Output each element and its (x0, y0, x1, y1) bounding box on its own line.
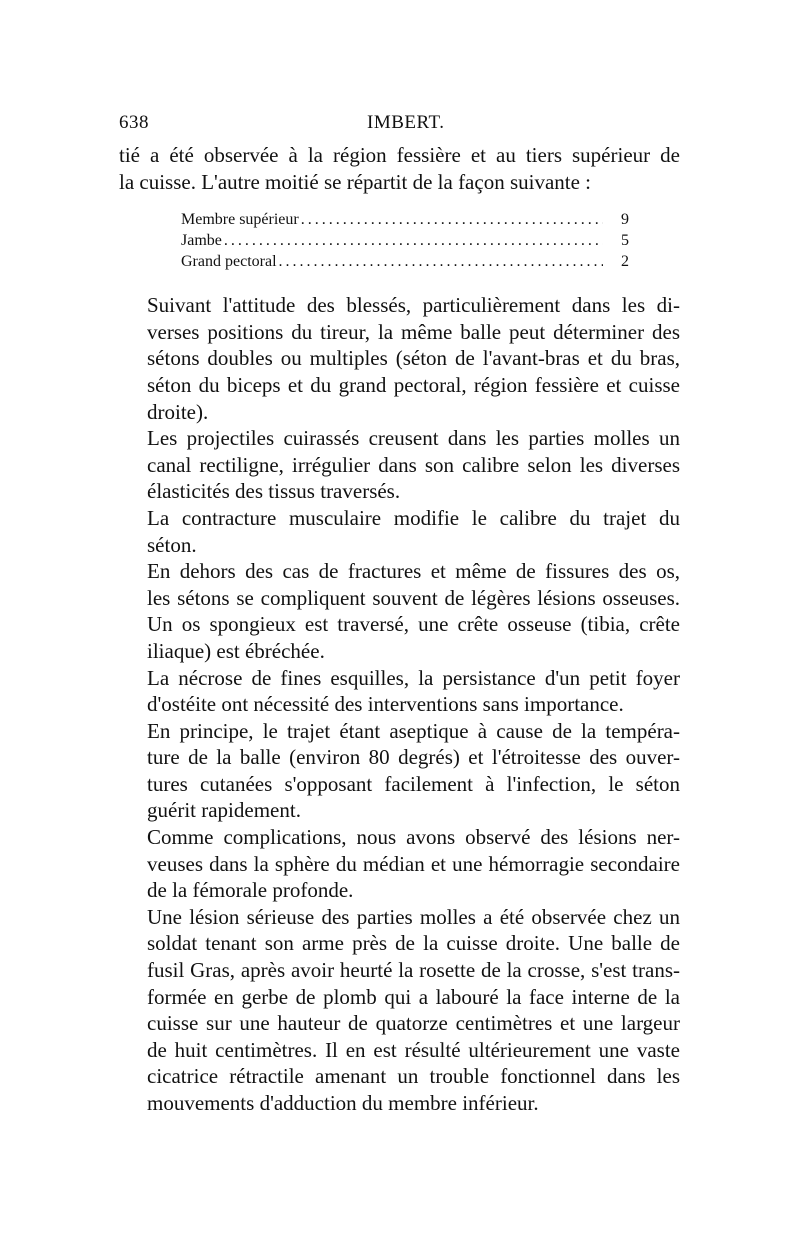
table-row (181, 209, 629, 230)
text-line: la cuisse. L'autre moitié se répartit de la façon suivante : (119, 169, 592, 194)
text-line: formée en gerbe de plomb qui a labouré la face interne de la (147, 984, 680, 1009)
text-line: iliaque) est ébréchée. (147, 638, 325, 663)
paragraph (119, 505, 680, 558)
text-line: Comme complications, nous avons observé des lésions ner- (147, 825, 680, 850)
paragraph (119, 904, 680, 1117)
wound-location-table (181, 209, 629, 272)
text-line: veuses dans la sphère du médian et une hémorragie secondaire (147, 851, 680, 876)
text-line: séton. (147, 532, 197, 557)
text-line: soldat tenant son arme près de la cuisse droite. Une balle de (147, 931, 680, 956)
running-head: IMBERT. (367, 112, 445, 133)
table-row (181, 230, 629, 251)
page-number: 638 (119, 112, 149, 133)
text-line: cicatrice rétractile amenant un trouble fonctionnel dans les (147, 1064, 680, 1089)
intro-paragraph (119, 142, 680, 195)
text-line: tures cutanées s'opposant facilement à l'infection, le séton (147, 771, 680, 796)
text-line: cuisse sur une hauteur de quatorze centimètres et une largeur (147, 1011, 680, 1036)
text-line: sétons doubles ou multiples (séton de l'avant-bras et du bras, (147, 346, 680, 371)
text-line: d'ostéite ont nécessité des interventions sans importance. (147, 692, 624, 717)
text-line: guérit rapidement. (147, 798, 301, 823)
text-line: fusil Gras, après avoir heurté la rosette de la crosse, s'est trans- (147, 958, 680, 983)
text-line: La contracture musculaire modifie le calibre du trajet du (147, 505, 680, 530)
text-line: Un os spongieux est traversé, une crête osseuse (tibia, crête (147, 612, 680, 637)
paragraph (119, 665, 680, 718)
table-row-label: Membre supérieur (181, 211, 299, 229)
paragraph (119, 558, 680, 664)
dot-leader (279, 251, 603, 272)
paragraph (119, 292, 680, 425)
table-row-value: 5 (621, 232, 629, 250)
text-line: verses positions du tireur, la même balle peut déterminer des (147, 319, 680, 344)
paragraph (119, 824, 680, 904)
text-line: Suivant l'attitude des blessés, particulièrement dans les di- (147, 293, 680, 318)
text-line: tié a été observée à la région fessière et au tiers supérieur de (119, 143, 680, 167)
paragraph (119, 718, 680, 824)
text-line: En principe, le trajet étant aseptique à cause de la tempéra- (147, 718, 680, 743)
text-line: de la fémorale profonde. (147, 878, 354, 903)
paragraph (119, 425, 680, 505)
table-row-value: 2 (621, 253, 629, 271)
text-line: les sétons se compliquent souvent de légères lésions osseuses. (147, 585, 680, 610)
dot-leader (301, 209, 603, 230)
text-line: Une lésion sérieuse des parties molles a été observée chez un (147, 904, 680, 929)
table-row-label: Grand pectoral (181, 253, 277, 271)
text-line: droite). (147, 399, 209, 424)
table-row-label: Jambe (181, 232, 222, 250)
dot-leader (224, 230, 603, 251)
text-line: Les projectiles cuirassés creusent dans les parties molles un (147, 426, 680, 451)
text-line: La nécrose de fines esquilles, la persistance d'un petit foyer (147, 665, 680, 690)
text-line: canal rectiligne, irrégulier dans son calibre selon les diverses (147, 452, 680, 477)
page-header (119, 112, 679, 142)
text-line: En dehors des cas de fractures et même de fissures des os, (147, 559, 680, 584)
text-line: mouvements d'adduction du membre inférieur. (147, 1091, 539, 1115)
text-line: élasticités des tissus traversés. (147, 479, 401, 504)
text-line: de huit centimètres. Il en est résulté ultérieurement une vaste (147, 1037, 680, 1062)
body-text (119, 142, 680, 1117)
table-row (181, 251, 629, 272)
text-line: séton du biceps et du grand pectoral, région fessière et cuisse (147, 372, 680, 397)
text-line: ture de la balle (environ 80 degrés) et l'étroitesse des ouver- (147, 745, 680, 770)
table-row-value: 9 (621, 211, 629, 229)
